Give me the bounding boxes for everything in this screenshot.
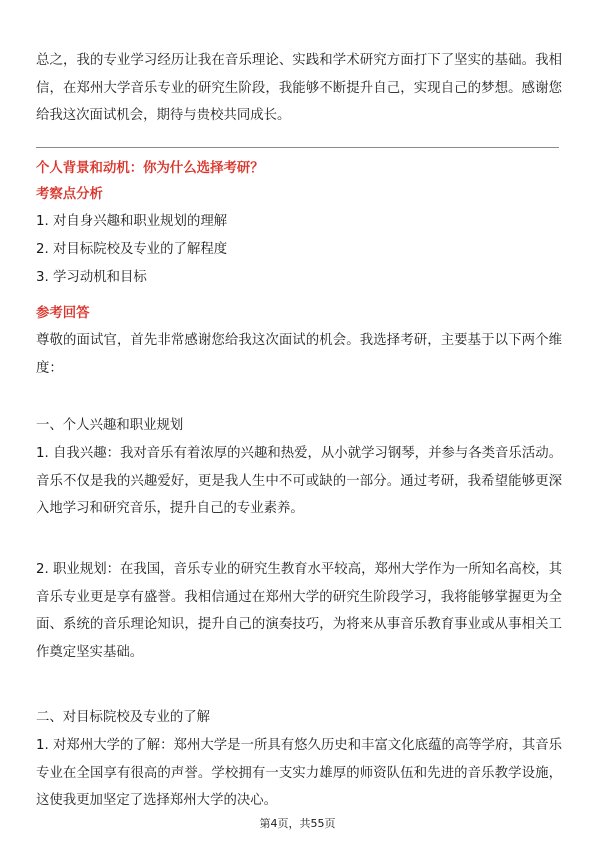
part1-item-2: 2. 职业规划：在我国，音乐专业的研究生教育水平较高，郑州大学作为一所知名高校，其音乐专业更是享有盛誉。我相信通过在郑州大学的研究生阶段学习，我将能够掌握更为全面、系统的音乐理论知识，提升自己的演奏技巧，为将来从事音乐教育事业或从事相关工作奠定坚实基础。 [36,562,562,660]
answer-heading: 参考回答 [36,306,90,321]
answer-intro: 尊敬的面试官，首先非常感谢您给我这次面试的机会。我选择考研，主要基于以下两个维度： [36,333,562,376]
part2-item-1: 1. 对郑州大学的了解：郑州大学是一所具有悠久历史和丰富文化底蕴的高等学府，其音乐专业在全国享有很高的声誉。学校拥有一支实力雄厚的师资队伍和先进的音乐教学设施，这使我更加坚定了选择郑州大学的决心。 [36,738,562,808]
intro-paragraph: 总之，我的专业学习经历让我在音乐理论、实践和学术研究方面打下了坚实的基础。我相信，在郑州大学音乐专业的研究生阶段，我能够不断提升自己，实现自己的梦想。感谢您给我这次面试机会，期待与贵校共同成长。 [36,53,562,123]
analysis-heading: 考察点分析 [36,187,103,202]
analysis-point-2: 2. 对目标院校及专业的了解程度 [36,242,228,257]
part1-heading: 一、个人兴趣和职业规划 [36,418,184,433]
section-title: 个人背景和动机：你为什么选择考研？ [36,161,264,176]
section-divider [36,147,559,148]
part2-heading: 二、对目标院校及专业的了解 [36,710,211,725]
analysis-point-1: 1. 对自身兴趣和职业规划的理解 [36,214,228,229]
analysis-point-3: 3. 学习动机和目标 [36,270,147,285]
page-number: 第4页，共55页 [259,817,336,830]
part1-item-1: 1. 自我兴趣：我对音乐有着浓厚的兴趣和热爱，从小就学习钢琴，并参与各类音乐活动。音乐不仅是我的兴趣爱好，更是我人生中不可或缺的一部分。通过考研，我希望能够更深入地学习和研究音乐，提升自己的专业素养。 [36,446,562,516]
